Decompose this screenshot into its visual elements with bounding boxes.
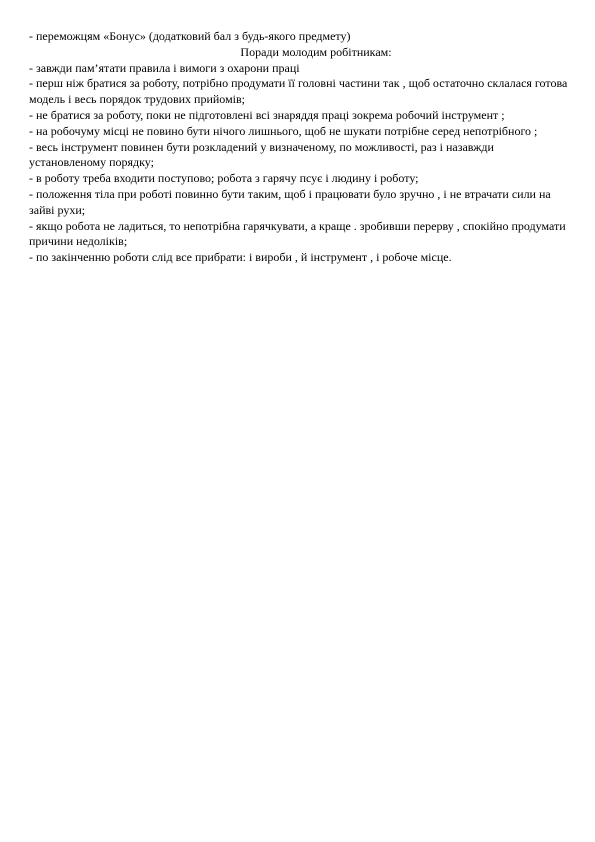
advice-item: - на робочуму місці не повино бути нічого лишнього, щоб не шукати потрібне серед непотрібного ;: [29, 123, 538, 138]
section-heading: Поради молодим робітникам:: [240, 44, 392, 59]
intro-line: - переможцям «Бонус» (додатковий бал з будь-якого предмету): [29, 29, 351, 43]
advice-item: - не братися за роботу, поки не підготовлені всі знаряддя праці зокрема робочий інструмент ;: [29, 107, 505, 122]
advice-item: - по закінченню роботи слід все прибрати: і вироби , й інструмент , і робоче місце.: [29, 250, 452, 265]
advice-item: - в роботу треба входити поступово; робота з гарячу псує і людину і роботу;: [29, 171, 419, 186]
advice-item: - весь інструмент повинен бути розкладений у визначеному, по можливості, раз і назавжди установленому порядку;: [29, 139, 494, 170]
advice-item: - завжди пам’ятати правила і вимоги з охарони праці: [29, 60, 300, 75]
advice-item: - положення тіла при роботі повинно бути таким, щоб і працювати було зручно , і не втрачати сили на зайві рухи;: [29, 186, 551, 217]
advice-item: - перш ніж братися за роботу, потрібно продумати її головні частини так , щоб остаточно склалася готова модель і весь порядок трудових прийомів;: [29, 76, 568, 107]
document-content: [29, 29, 569, 266]
advice-item: - якщо робота не ладиться, то непотрібна гарячкувати, а краще . зробивши перерву , спокійно продумати причини недоліків;: [29, 218, 566, 249]
